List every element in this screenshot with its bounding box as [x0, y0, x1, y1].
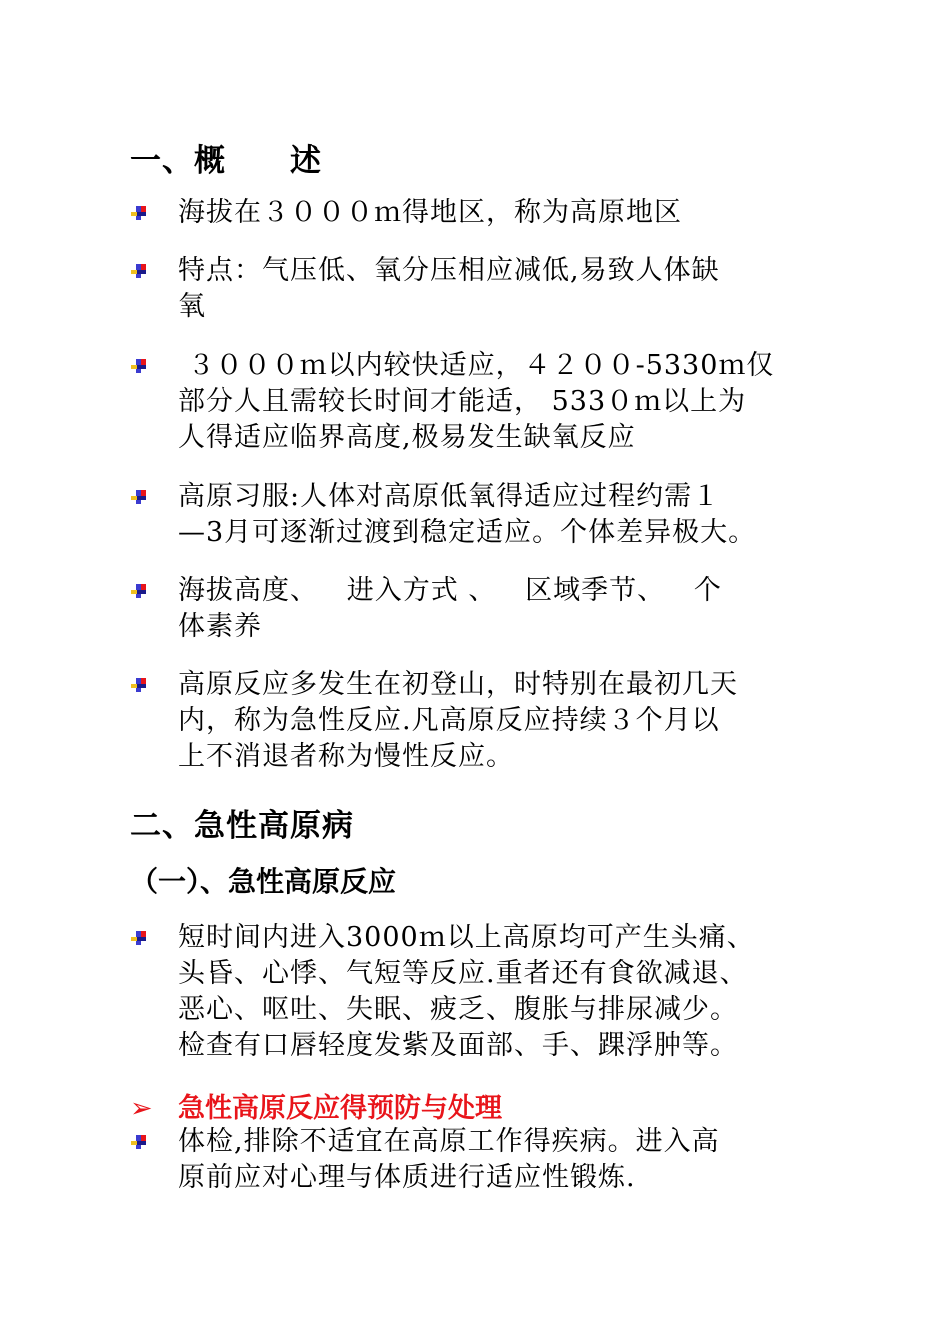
- list-item-line: 特点：气压低、氧分压相应减低,易致人体缺: [178, 255, 720, 286]
- prevention-heading-text: 急性高原反应得预防与处理: [178, 1093, 502, 1124]
- bullet-icon: [130, 358, 148, 374]
- arrow-bullet-icon: ➢: [130, 1093, 153, 1124]
- list-item-line: 高原反应多发生在初登山，时特别在最初几天: [178, 669, 738, 700]
- list-item: [130, 573, 830, 645]
- bullet-icon: [130, 1134, 148, 1150]
- bullet-icon: [130, 930, 148, 946]
- list-item-line: 海拔在３０００ｍ得地区，称为高原地区: [178, 197, 682, 228]
- subsection-title: （一）、急性高原反应: [130, 865, 397, 898]
- bullet-icon: [130, 489, 148, 505]
- list-item: [130, 253, 830, 325]
- section-title-acute-disease: 二、急性高原病: [130, 808, 354, 844]
- list-item-line: 体检,排除不适宜在高原工作得疾病。进入高: [178, 1126, 720, 1157]
- list-item: [130, 479, 830, 551]
- list-item-line: 检查有口唇轻度发紫及面部、手、踝浮肿等。: [178, 1030, 738, 1061]
- list-item-line: 部分人且需较长时间才能适， 533０ｍ以上为: [178, 386, 747, 417]
- bullet-icon: [130, 263, 148, 279]
- bullet-icon: [130, 205, 148, 221]
- list-item-line: 短时间内进入3000ｍ以上高原均可产生头痛、: [178, 922, 755, 953]
- list-item: [130, 1124, 830, 1196]
- bullet-icon: [130, 677, 148, 693]
- prevention-heading: [130, 1086, 502, 1125]
- list-item-line: 人得适应临界高度,极易发生缺氧反应: [178, 422, 636, 453]
- list-item: [130, 348, 830, 456]
- list-item-line: 恶心、呕吐、失眠、疲乏、腹胀与排尿减少。: [178, 994, 738, 1025]
- bullet-icon: [130, 583, 148, 599]
- list-item-line: 头昏、心悸、气短等反应.重者还有食欲减退、: [178, 958, 748, 989]
- list-item-line: 内，称为急性反应.凡高原反应持续３个月以: [178, 705, 720, 736]
- list-item-line: 氧: [178, 291, 206, 322]
- list-item-line: 高原习服:人体对高原低氧得适应过程约需１: [178, 481, 721, 512]
- list-item: [130, 195, 830, 231]
- list-item-line: 原前应对心理与体质进行适应性锻炼.: [178, 1162, 636, 1193]
- list-item: [130, 667, 830, 775]
- list-item-line: 上不消退者称为慢性反应。: [178, 741, 514, 772]
- section-title-overview: 一、概 述: [130, 143, 322, 179]
- list-item-line: 体素养: [178, 611, 262, 642]
- list-item-line: 海拔高度、 进入方式 、 区域季节、 个: [178, 575, 722, 606]
- list-item-line: ３０００ｍ以内较快适应，４２００-5330ｍ仅: [178, 350, 775, 381]
- list-item: [130, 920, 830, 1064]
- list-item-line: —3月可逐渐过渡到稳定适应。个体差异极大。: [178, 517, 757, 548]
